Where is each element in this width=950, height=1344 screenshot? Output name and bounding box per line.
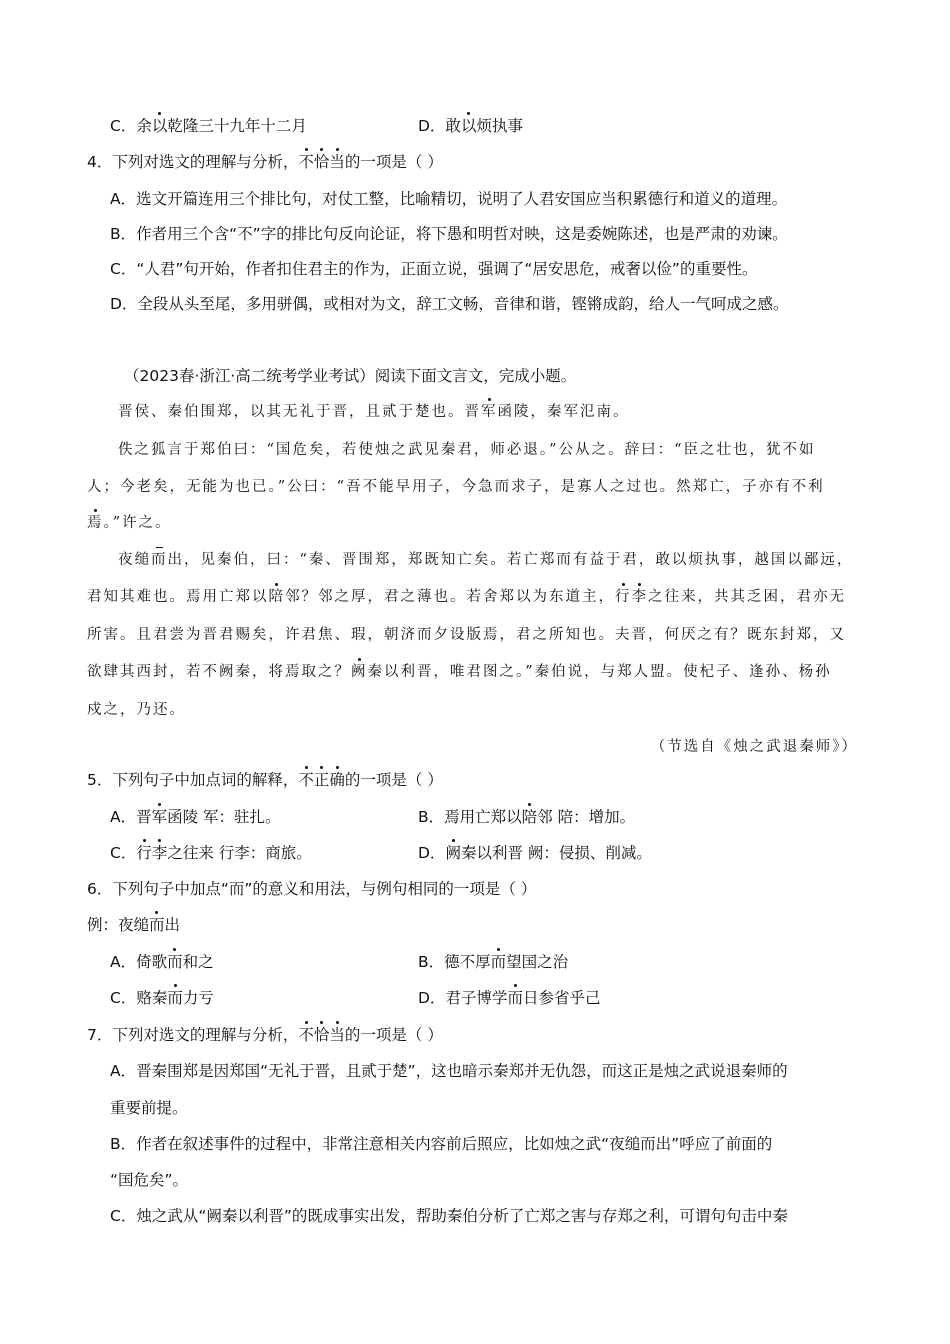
emphasis-dot-char: 军 <box>151 808 168 826</box>
emphasis-dot-char: 以 <box>151 117 168 135</box>
emphasis-dot-char: 而 <box>167 989 183 1007</box>
emphasis-dot-char: 陪 <box>268 589 285 605</box>
emphasis-dot-char: 陪 <box>521 808 538 826</box>
passage-p1: 晋侯、秦伯围郑，以其无礼于晋，且贰于楚也。晋军函陵，秦军氾南。 <box>118 404 630 420</box>
emphasis-dot-char: 而 <box>490 953 507 971</box>
q7-option-c-line1: C．烛之武从“阙秦以利晋”的既成事实出发，帮助秦伯分析了亡郑之害与存郑之利，可谓句句击中秦 <box>110 1207 788 1225</box>
emphasis-dot-char: 确 <box>329 771 345 789</box>
passage-p3-line1: 夜缒而出，见秦伯，曰：“秦、晋围郑，郑既知亡矣。若亡郑而有益于君，敢以烦执事，越国以鄙远， <box>118 552 854 568</box>
emphasis-dot-char: 阙 <box>445 844 461 862</box>
q7-stem: 7．下列对选文的理解与分析，不恰当的一项是（ ） <box>87 1026 443 1044</box>
emphasis-dot-char: 焉 <box>87 515 104 531</box>
emphasis-dot-char: 阙 <box>351 664 368 680</box>
q6-option-c: C．赂秦而力亏 <box>110 989 214 1007</box>
q7-option-b-line1: B．作者在叙述事件的过程中，非常注意相关内容前后照应，比如烛之武“夜缒而出”呼应了前面的 <box>110 1135 773 1153</box>
passage-source: （节选自《烛之武退秦师》） <box>650 739 858 755</box>
emphasis-dot-char: 恰 <box>313 153 330 171</box>
passage-p3-line3: 所害。且君尝为晋君赐矣，许君焦、瑕，朝济而夕设版焉，君之所知也。夫晋，何厌之有？既东封郑，又 <box>87 627 846 643</box>
emphasis-dot-char: 当 <box>329 153 345 171</box>
q7-option-b-line2: “国危矣”。 <box>110 1171 189 1189</box>
q7-option-a-line2: 重要前提。 <box>110 1099 188 1117</box>
emphasis-dot-char: 行 <box>136 844 152 862</box>
emphasis-dot-char: 以 <box>460 117 477 135</box>
passage-p2-line3: 焉。”许之。 <box>87 515 172 531</box>
emphasis-dot-char: 而 <box>167 953 183 971</box>
q3-option-d: D．敢以烦执事 <box>418 117 523 135</box>
q6-example: 例：夜缒而出 <box>87 916 181 934</box>
q4-option-a: A．选文开篇连用三个排比句，对仗工整，比喻精切，说明了人君安国应当积累德行和道义的道理。 <box>110 190 788 208</box>
q6-option-d: D．君子博学而日参省乎己 <box>418 989 601 1007</box>
passage-p2-line2: 人；今老矣，无能为也已。”公曰：“吾不能早用子，今急而求子，是寡人之过也。然郑亡，子亦有不利 <box>87 479 825 495</box>
q5-option-b: B．焉用亡郑以陪邻 陪：增加。 <box>418 808 636 826</box>
emphasis-dot-char: 不 <box>298 153 314 171</box>
emphasis-dot-char: 当 <box>329 1026 345 1044</box>
q6-option-a: A．倚歌而和之 <box>110 953 214 971</box>
q4-stem: 4．下列对选文的理解与分析，不恰当的一项是（ ） <box>87 153 443 171</box>
emphasis-dot-char: 而 <box>507 989 523 1007</box>
emphasis-dot-char: 行 <box>615 589 632 605</box>
emphasis-dot-char: 而 <box>149 916 165 934</box>
q6-option-b: B．德不厚而望国之治 <box>418 953 569 971</box>
emphasis-dot-char: 军 <box>481 404 498 420</box>
emphasis-dash-char: 而 <box>151 552 168 568</box>
passage-intro: （2023春·浙江·高二统考学业考试）阅读下面文言文，完成小题。 <box>124 367 577 385</box>
passage-p3-line2: 君知其难也。焉用亡郑以陪邻？邻之厚，君之薄也。若舍郑以为东道主，行李之往来，共其乏困，君亦无 <box>87 589 846 605</box>
passage-p3-line4: 欲肆其西封，若不阙秦，将焉取之？阙秦以利晋，唯君图之。”秦伯说，与郑人盟。使杞子、逢孙、杨孙 <box>87 664 832 680</box>
q6-stem: 6．下列句子中加点“而”的意义和用法，与例句相同的一项是（ ） <box>87 880 537 898</box>
emphasis-dot-char: 恰 <box>313 1026 330 1044</box>
q5-option-a: A．晋军函陵 军：驻扎。 <box>110 808 281 826</box>
q4-option-d: D．全段从头至尾，多用骈偶，或相对为文，辞工文畅，音律和谐，铿锵成韵，给人一气呵成之感。 <box>110 295 789 313</box>
emphasis-dot-char: 李 <box>631 589 648 605</box>
q4-option-b: B．作者用三个含“不”字的排比句反向论证，将下愚和明哲对映，这是委婉陈述，也是严肃的劝谏。 <box>110 225 788 243</box>
emphasis-dot-char: 李 <box>151 844 168 862</box>
q5-stem: 5．下列句子中加点词的解释，不正确的一项是（ ） <box>87 771 443 789</box>
emphasis-dot-char: 正 <box>313 771 330 789</box>
q5-option-d: D．阙秦以利晋 阙：侵损、削减。 <box>418 844 652 862</box>
passage-p2-line1: 佚之狐言于郑伯曰：“国危矣，若使烛之武见秦君，师必退。”公从之。辞曰：“臣之壮也，犹不如 <box>118 442 816 458</box>
passage-p3-line5: 戍之，乃还。 <box>87 702 186 718</box>
q3-option-c: C．余以乾隆三十九年十二月 <box>110 117 307 135</box>
emphasis-dot-char: 不 <box>298 771 314 789</box>
emphasis-dot-char: 不 <box>298 1026 314 1044</box>
q4-option-c: C．“人君”句开始，作者扣住君主的作为，正面立说，强调了“居安思危，戒奢以俭”的重要性。 <box>110 260 758 278</box>
q7-option-a-line1: A．晋秦围郑是因郑国“无礼于晋，且贰于楚”，这也暗示秦郑并无仇怨，而这正是烛之武说退秦师的 <box>110 1062 788 1080</box>
q5-option-c: C．行李之往来 行李：商旅。 <box>110 844 312 862</box>
